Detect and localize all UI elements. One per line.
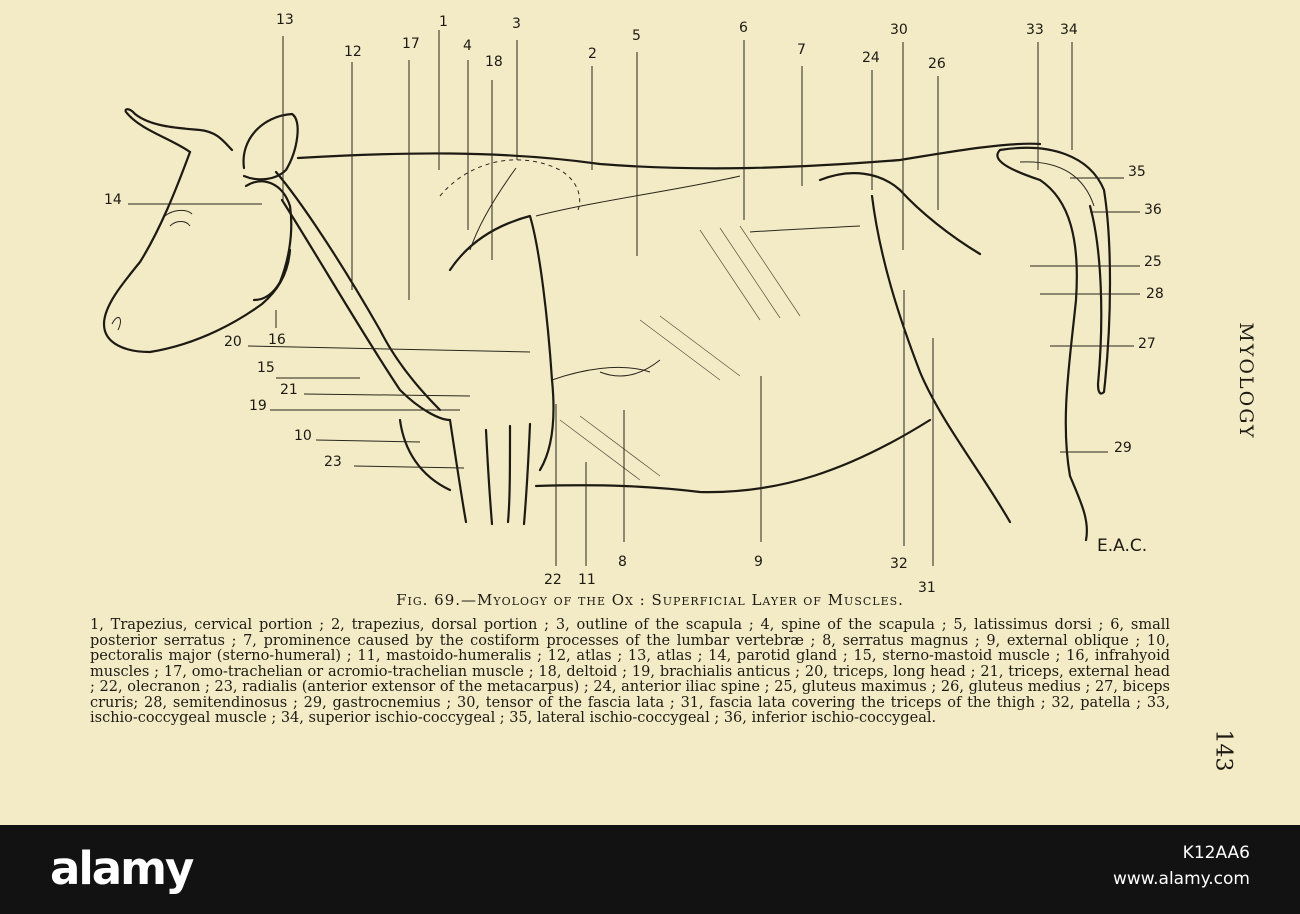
figure-label: 2 <box>588 46 597 62</box>
figure-label: 28 <box>1146 286 1164 302</box>
figure-label: 21 <box>280 382 298 398</box>
figure-label: 1 <box>439 14 448 30</box>
figure-label: 12 <box>344 44 362 60</box>
figure-label: 16 <box>268 332 286 348</box>
figure-label: 23 <box>324 454 342 470</box>
figure-legend: 1, Trapezius, cervical portion ; 2, trapezius, dorsal portion ; 3, outline of the scapula ; 4, spine of the scapula ; 5, latissimus dorsi ; 6, small posterior serratus ; 7, prominence caused by the costiform processes of the lumbar vertebræ ; 8, serratus magnus ; 9, external oblique ; 10, pectoralis major (sterno-humeral) ; 11, mastoido-humeralis ; 12, atlas ; 13, atlas ; 14, parotid gland ; 15, sterno-mastoid muscle ; 16, infrahyoid muscles ; 17, omo-trachelian or acromio-trachelian muscle ; 18, deltoid ; 19, brachialis anticus ; 20, triceps, long head ; 21, triceps, external head ; 22, olecranon ; 23, radialis (anterior extensor of the metacarpus) ; 24, anterior iliac spine ; 25, gluteus maximus ; 26, gluteus medius ; 27, biceps cruris; 28, semitendinosus ; 29, gastrocnemius ; 30, tensor of the fascia lata ; 31, fascia lata covering the triceps of the thigh ; 32, patella ; 33, ischio-coccygeal muscle ; 34, superior ischio-coccygeal ; 35, lateral ischio-coccygeal ; 36, inferior ischio-coccygeal. <box>90 617 1170 726</box>
figure-label: 6 <box>739 20 748 36</box>
site-url: www.alamy.com <box>1112 869 1250 889</box>
figure-label: 5 <box>632 28 641 44</box>
figure-label: 24 <box>862 50 880 66</box>
figure-label: 11 <box>578 572 596 588</box>
figure-label: 30 <box>890 22 908 38</box>
figure-label: 35 <box>1128 164 1146 180</box>
figure-label: 15 <box>257 360 275 376</box>
brand-logo: alamy <box>50 842 193 895</box>
figure-label: 10 <box>294 428 312 444</box>
artist-signature: E.A.C. <box>1097 536 1148 556</box>
figure-label: 34 <box>1060 22 1078 38</box>
figure-label: 33 <box>1026 22 1044 38</box>
figure-label: 29 <box>1114 440 1132 456</box>
figure-label: 18 <box>485 54 503 70</box>
figure-caption: Fig. 69.—Myology of the Ox : Superficial Layer of Muscles. <box>396 591 904 609</box>
figure-label: 25 <box>1144 254 1162 270</box>
image-id: K12AA6 <box>1182 843 1250 863</box>
figure-label: 13 <box>276 12 294 28</box>
page-number: 143 <box>1210 729 1236 772</box>
figure-label: 32 <box>890 556 908 572</box>
figure-label: 27 <box>1138 336 1156 352</box>
stock-footer-bar <box>0 825 1300 914</box>
figure-label: 9 <box>754 554 763 570</box>
figure-label: 4 <box>463 38 472 54</box>
figure-label: 14 <box>104 192 122 208</box>
figure-label: 20 <box>224 334 242 350</box>
figure-label: 19 <box>249 398 267 414</box>
figure-label: 36 <box>1144 202 1162 218</box>
ox-outline <box>104 109 1110 540</box>
figure-label: 7 <box>797 42 806 58</box>
figure-label: 26 <box>928 56 946 72</box>
figure-label: 17 <box>402 36 420 52</box>
figure-label: 22 <box>544 572 562 588</box>
figure-label: 3 <box>512 16 521 32</box>
running-head: MYOLOGY <box>1235 322 1257 440</box>
figure-label: 31 <box>918 580 936 596</box>
figure-label: 8 <box>618 554 627 570</box>
